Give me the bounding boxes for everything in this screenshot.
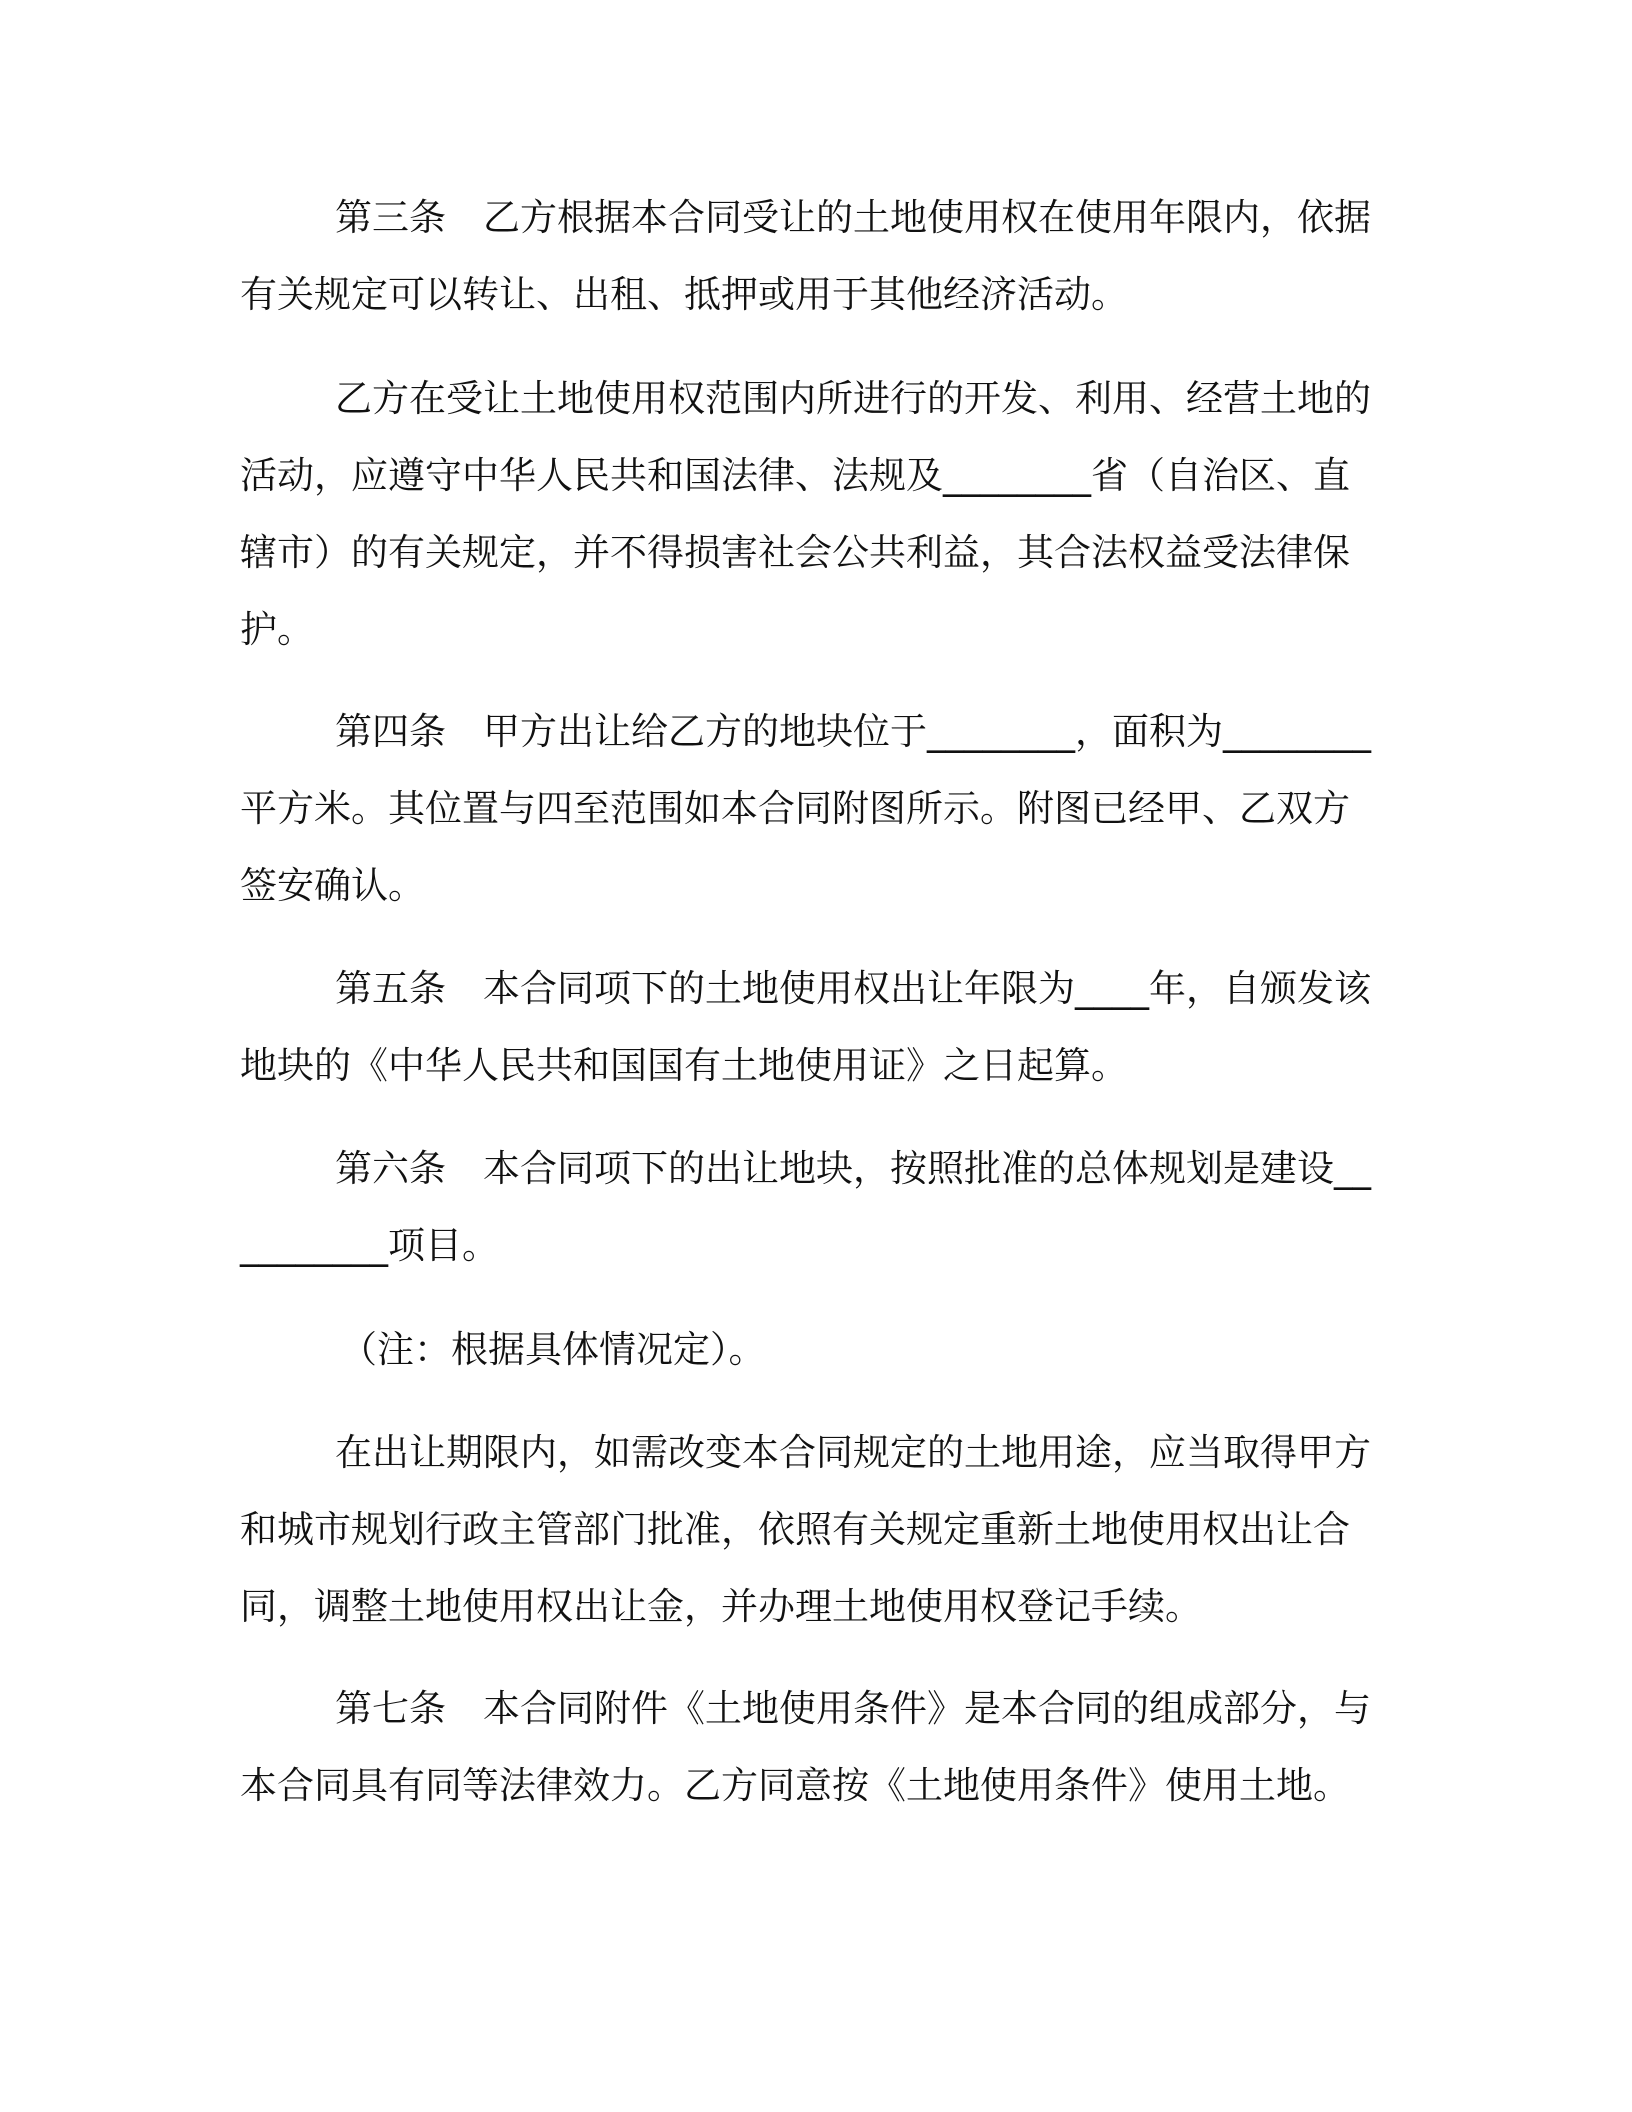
paragraph-article-6-continued <box>240 1414 1380 1645</box>
text-line: 和城市规划行政主管部门批准，依照有关规定重新土地使用权出让合 <box>240 1508 1350 1551</box>
paragraph-article-3-continued <box>240 360 1380 668</box>
text-line: 第五条 本合同项下的土地使用权出让年限为____年，自颁发该 <box>335 967 1371 1010</box>
text-line: 护。 <box>240 608 314 651</box>
text-line: 签安确认。 <box>240 864 425 907</box>
paragraph-article-6 <box>240 1130 1380 1284</box>
text-line: 活动，应遵守中华人民共和国法律、法规及________省（自治区、直 <box>240 454 1350 497</box>
paragraph-article-5 <box>240 950 1380 1104</box>
paragraph-article-7 <box>240 1670 1380 1824</box>
text-line: ________项目。 <box>240 1224 499 1267</box>
paragraph-article-4 <box>240 693 1380 924</box>
text-line: （注：根据具体情况定）。 <box>340 1328 766 1371</box>
text-line: 第六条 本合同项下的出让地块，按照批准的总体规划是建设__ <box>335 1147 1371 1190</box>
text-line: 有关规定可以转让、出租、抵押或用于其他经济活动。 <box>240 273 1128 316</box>
text-line: 第七条 本合同附件《土地使用条件》是本合同的组成部分，与 <box>335 1687 1371 1730</box>
paragraph-article-3 <box>240 179 1380 333</box>
text-line: 平方米。其位置与四至范围如本合同附图所示。附图已经甲、乙双方 <box>240 787 1350 830</box>
text-line: 在出让期限内，如需改变本合同规定的土地用途，应当取得甲方 <box>335 1431 1371 1474</box>
text-line: 同，调整土地使用权出让金，并办理土地使用权登记手续。 <box>240 1585 1202 1628</box>
text-line: 乙方在受让土地使用权范围内所进行的开发、利用、经营土地的 <box>335 377 1371 420</box>
text-line: 本合同具有同等法律效力。乙方同意按《土地使用条件》使用土地。 <box>240 1764 1350 1807</box>
text-line: 第三条 乙方根据本合同受让的土地使用权在使用年限内，依据 <box>335 196 1371 239</box>
text-line: 地块的《中华人民共和国国有土地使用证》之日起算。 <box>240 1044 1128 1087</box>
paragraph-article-6-note <box>240 1311 1380 1388</box>
text-line: 第四条 甲方出让给乙方的地块位于________，面积为________ <box>335 710 1371 753</box>
text-line: 辖市）的有关规定，并不得损害社会公共利益，其合法权益受法律保 <box>240 531 1350 574</box>
